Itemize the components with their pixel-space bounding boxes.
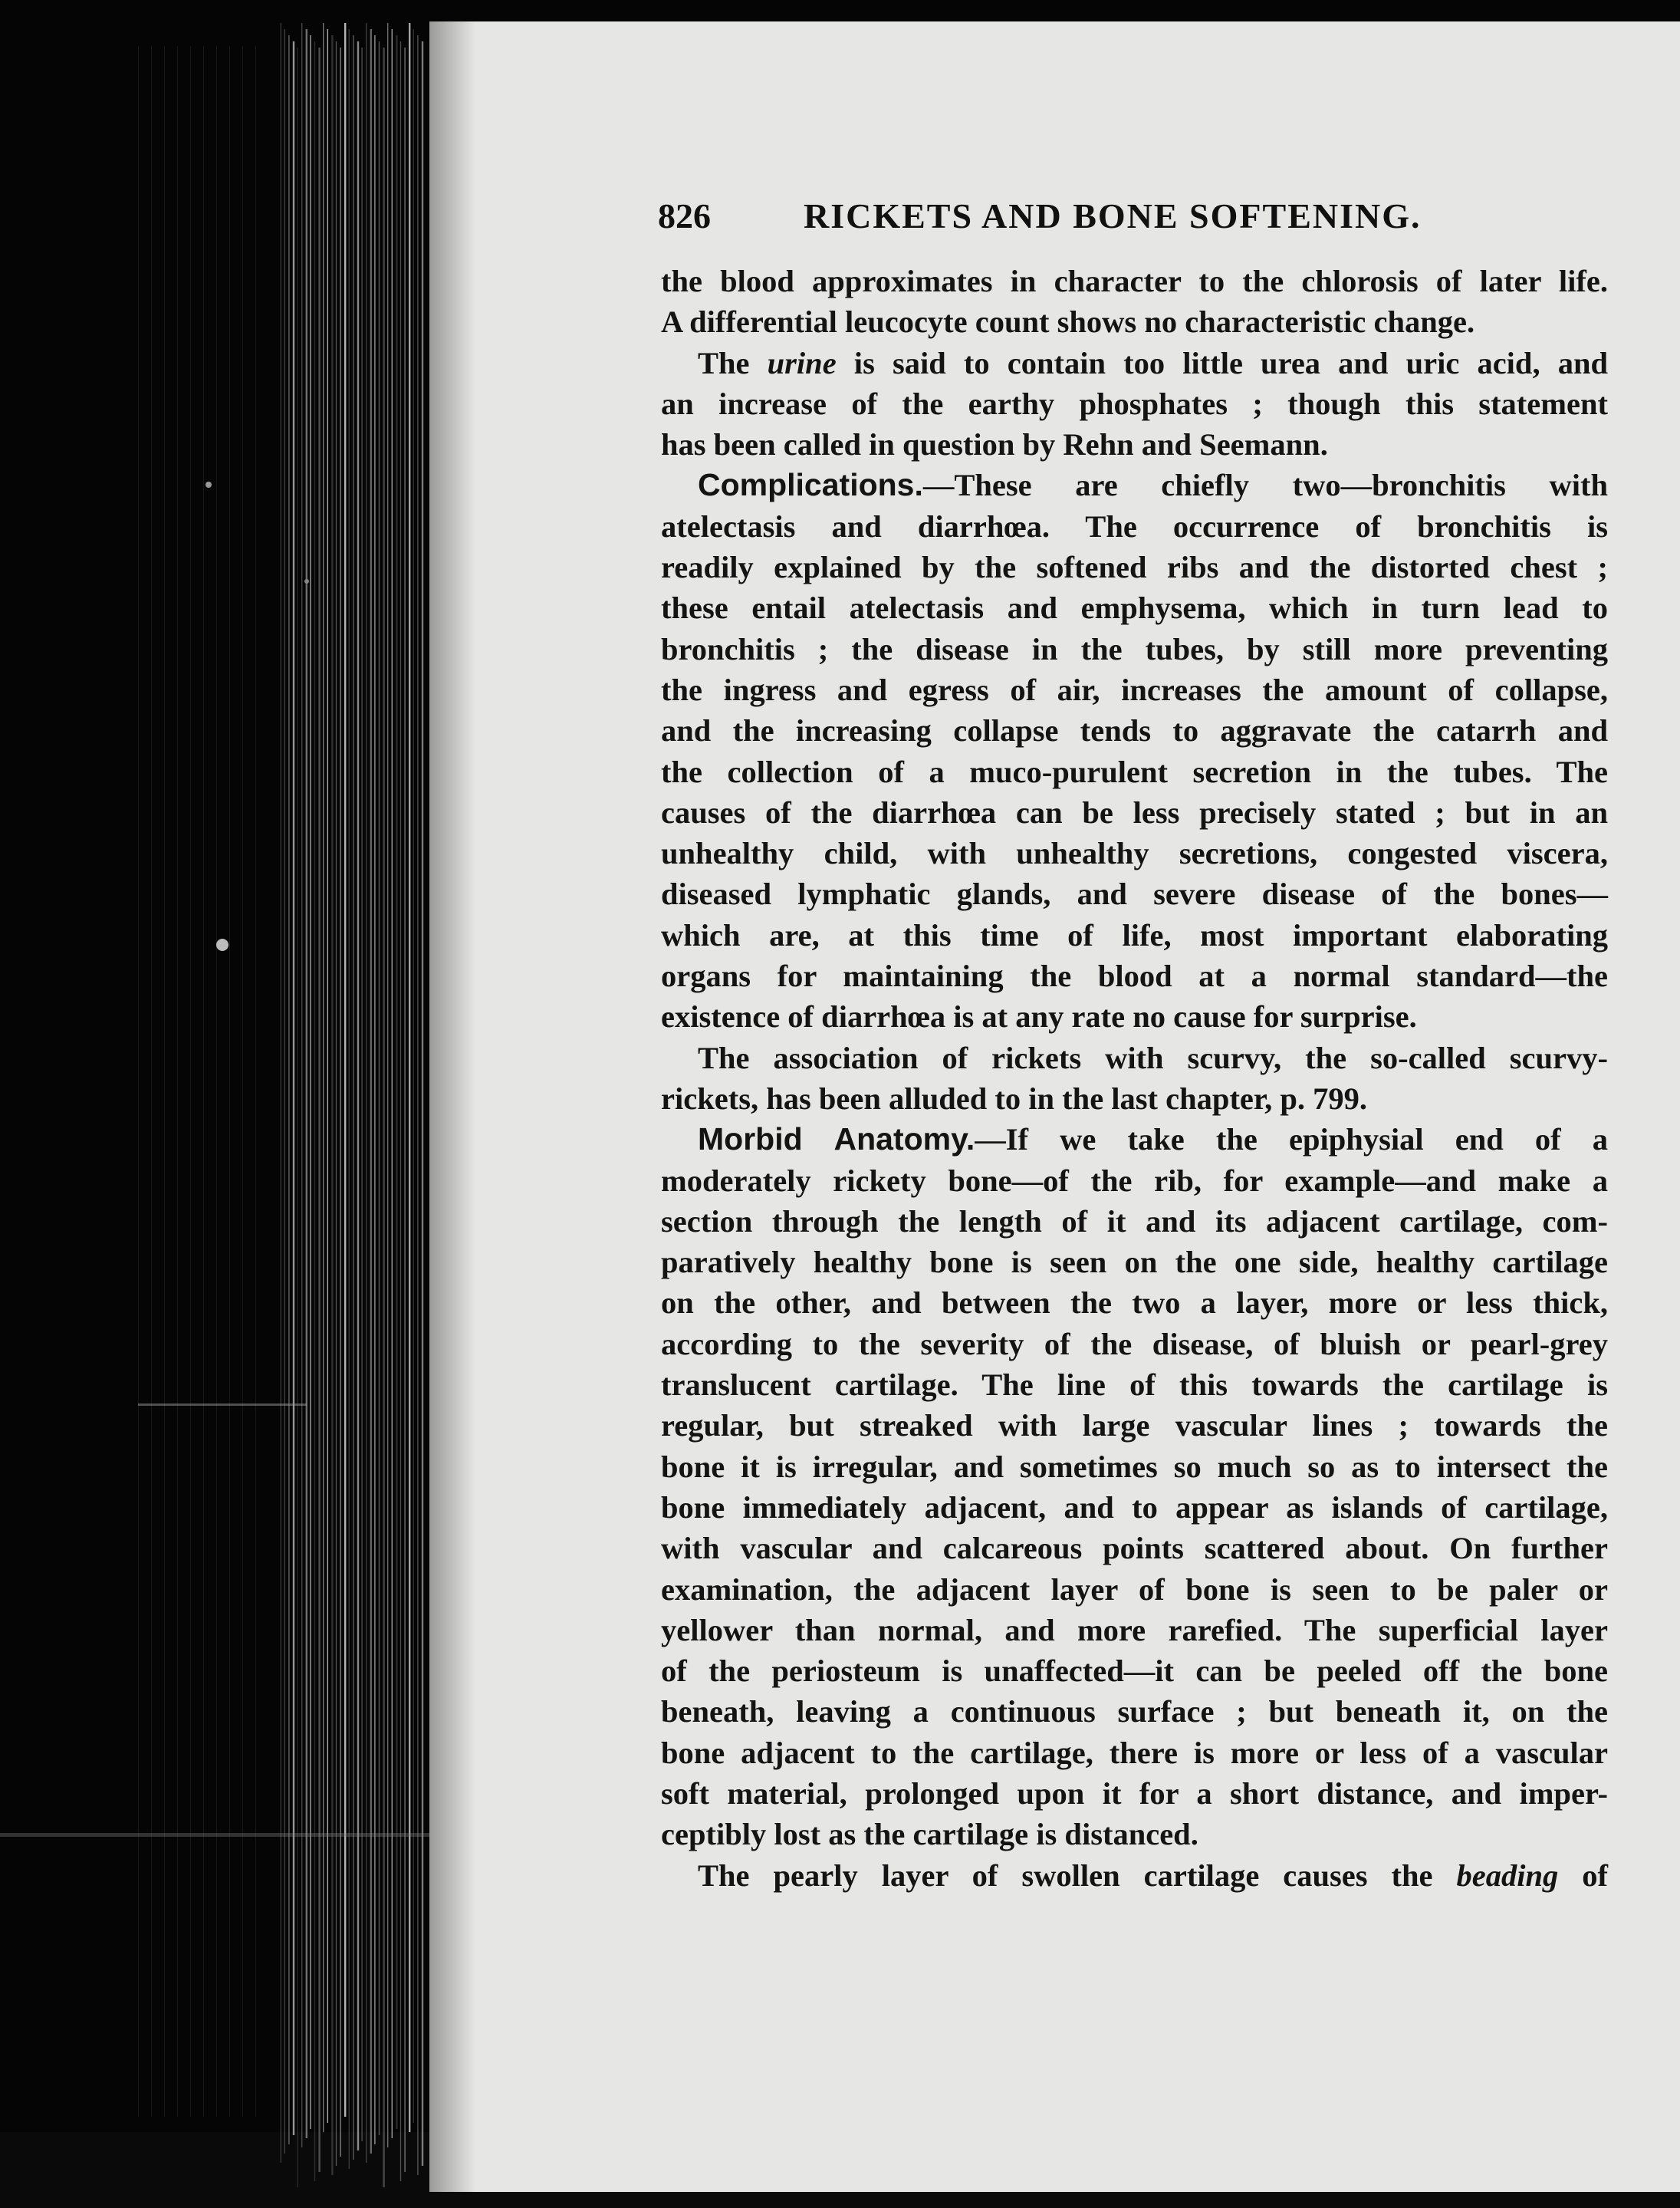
text-line: The association of rickets with scurvy, the so-called scurvy- (698, 1040, 1608, 1075)
page-edge-line (409, 23, 410, 2132)
text-run: of (1558, 1858, 1608, 1893)
page-edge-line (404, 48, 405, 2172)
text-line: atelectasis and diarrhœa. The occurrence of bronchitis is (661, 508, 1608, 544)
page-edge-line (216, 46, 217, 2117)
text-line: bone adjacent to the cartilage, there is more or less of a vascular (661, 1735, 1608, 1770)
text-run: The (698, 345, 768, 380)
text-line: section through the length of it and its adjacent cartilage, com- (661, 1203, 1608, 1239)
heading-continuation: —These are chiefly two—bronchitis with (922, 468, 1608, 503)
page-edge-line (151, 46, 152, 2117)
page-edge-line (331, 35, 333, 2175)
text-line (661, 343, 1608, 383)
page-edge-line (349, 29, 350, 2169)
page-edge-line (323, 23, 324, 2132)
text-line: diseased lymphatic glands, and severe disease of the bones— (661, 877, 1608, 912)
text-line (661, 1855, 1608, 1896)
text-line: beneath, leaving a continuous surface ; but beneath it, on the (661, 1694, 1608, 1729)
page-edge-line (310, 35, 311, 2129)
page-edge-line (366, 23, 367, 2163)
page-edge-line (396, 35, 397, 2129)
page-number: 826 (658, 196, 711, 235)
text-line: regular, but streaked with large vascular lines ; towards the (661, 1408, 1608, 1443)
text-line (661, 465, 1608, 505)
text-line: unhealthy child, with unhealthy secretions, congested viscera, (661, 836, 1608, 871)
page-edge-line (383, 48, 384, 2187)
text-line (661, 1119, 1608, 1160)
text-line: with vascular and calcareous points scattered about. On further (661, 1531, 1608, 1566)
text-line: the blood approximates in character to the chlorosis of later life. (661, 264, 1608, 298)
text-line: bronchitis ; the disease in the tubes, by still more preventing (661, 631, 1608, 666)
page-edge-line (344, 23, 346, 2117)
text-line: organs for maintaining the blood at a normal standard—the (661, 959, 1608, 994)
page-edge-line (387, 23, 388, 2147)
page-edge-line (392, 29, 393, 2138)
text-line: examination, the adjacent layer of bone is seen to be paler or (661, 1571, 1608, 1607)
text-line: paratively healthy bone is seen on the one side, healthy cartilage (661, 1245, 1608, 1280)
text-line: moderately rickety bone—of the rib, for example—and make a (661, 1163, 1608, 1198)
text-line: the collection of a muco-purulent secretion in the tubes. The (661, 754, 1608, 789)
page-edge-line (138, 46, 139, 2117)
page-edge-line (327, 29, 328, 2123)
text-line: has been called in question by Rehn and Seemann. (661, 427, 1328, 462)
page-edge-line (164, 46, 165, 2117)
section-heading: Complications. (698, 467, 923, 503)
text-line: on the other, and between the two a layer, more or less thick, (661, 1285, 1608, 1321)
text-line: an increase of the earthy phosphates ; though this statement (661, 386, 1608, 421)
text-line: ceptibly lost as the cartilage is distanced. (661, 1817, 1198, 1852)
italic-term: urine (767, 345, 837, 380)
text-line: readily explained by the softened ribs and the distorted chest ; (661, 550, 1608, 585)
page-edge-line (306, 29, 307, 2138)
page-edge-line (293, 41, 294, 2135)
text-line: A differential leucocyte count shows no characteristic change. (661, 304, 1475, 340)
page-edge-line (374, 35, 375, 2144)
text-line: existence of diarrhœa is at any rate no cause for surprise. (661, 999, 1417, 1035)
text-line: these entail atelectasis and emphysema, which in turn lead to (661, 591, 1608, 626)
text-run: The pearly layer of swollen cartilage causes the (698, 1858, 1457, 1893)
text-line: according to the severity of the disease, of bluish or pearl-grey (661, 1326, 1608, 1361)
section-heading: Morbid Anatomy. (698, 1121, 975, 1157)
italic-term: beading (1456, 1858, 1559, 1893)
heading-continuation: —If we take the epiphysial end of a (975, 1122, 1608, 1157)
page-edge-line (422, 41, 423, 2166)
text-line: bone it is irregular, and sometimes so much so as to intersect the (661, 1449, 1608, 1484)
text-run: is said to contain too little urea and uric acid, and (836, 345, 1608, 380)
text-line: bone immediately adjacent, and to appear as islands of cartilage, (661, 1489, 1608, 1525)
page-edge-line (318, 48, 320, 2172)
page-edge-line (361, 48, 362, 2141)
page-edge-line (177, 46, 178, 2117)
page-edge-line (190, 46, 191, 2117)
page-edge-line (314, 41, 315, 2181)
page-edge-line (400, 41, 401, 2181)
page-edge-line (379, 41, 380, 2135)
page-gutter-shadow (429, 21, 475, 2192)
text-line: and the increasing collapse tends to aggravate the catarrh and (661, 713, 1608, 749)
page-edge-line (280, 23, 281, 2163)
text-line: yellower than normal, and more rarefied. The superficial layer (661, 1612, 1608, 1647)
page-edge-line (336, 41, 337, 2166)
running-head: RICKETS AND BONE SOFTENING. (804, 196, 1422, 235)
text-line: rickets, has been alluded to in the last chapter, p. 799. (661, 1081, 1368, 1116)
text-line: which are, at this time of life, most important elaborating (661, 917, 1608, 953)
page-edge-line (229, 46, 230, 2117)
page-edge-line (301, 23, 302, 2147)
page-edge-line (203, 46, 204, 2117)
page-edge-line (255, 46, 256, 2117)
text-line: causes of the diarrhœa can be less precisely stated ; but in an (661, 795, 1608, 830)
text-line: soft material, prolonged upon it for a short distance, and imper- (661, 1775, 1608, 1811)
page-edge-line (413, 29, 414, 2123)
page-edge-line (288, 35, 289, 2144)
text-line: translucent cartilage. The line of this towards the cartilage is (661, 1367, 1608, 1403)
body-text (661, 261, 1608, 1896)
text-line: of the periosteum is unaffected—it can be peeled off the bone (661, 1654, 1608, 1689)
page-edge-line (417, 35, 418, 2175)
page-edge-line (242, 46, 243, 2117)
page-edge-line (297, 48, 298, 2187)
text-line: the ingress and egress of air, increases the amount of collapse, (661, 672, 1608, 707)
